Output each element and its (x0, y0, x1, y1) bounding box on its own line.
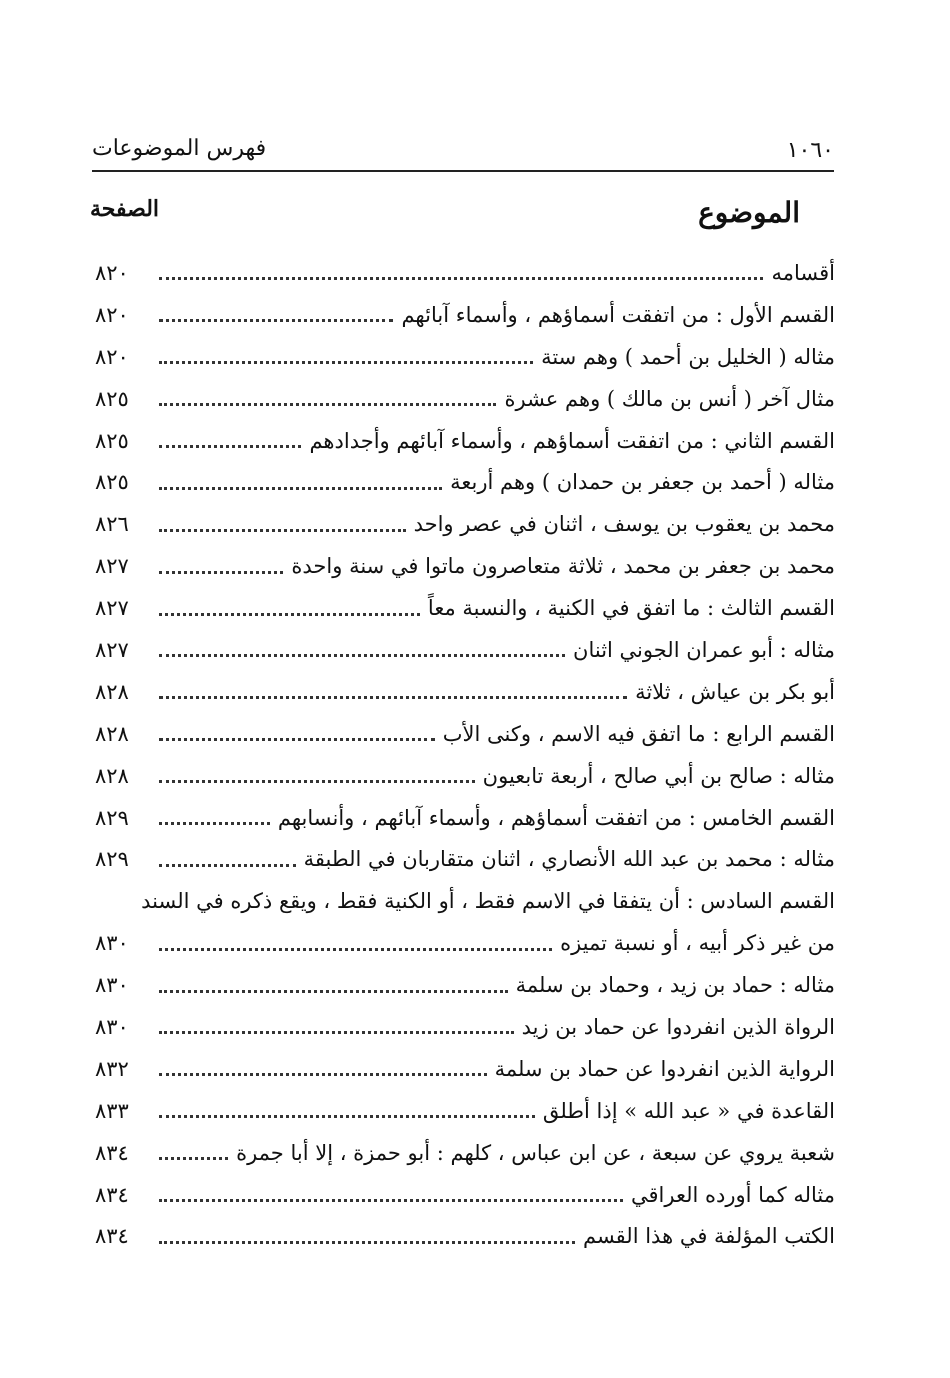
column-heading-topic: الموضوع (698, 196, 800, 229)
entry-title: من غير ذكر أبيه ، أو نسبة تميزه (560, 931, 835, 956)
entry-title: مثاله : حماد بن زيد ، وحماد بن سلمة (515, 973, 835, 998)
entry-page: ٨٢٥ (95, 470, 129, 495)
entry-page: ٨٣٤ (95, 1140, 129, 1165)
entry-page: ٨٢٦ (95, 512, 129, 537)
entry-page: ٨٢٠ (95, 260, 129, 285)
index-entry (95, 587, 835, 629)
entry-title: مثاله ( أحمد بن جعفر بن حمدان ) وهم أربعة (450, 470, 835, 495)
entry-page: ٨٣٠ (95, 1014, 129, 1039)
entry-title: مثال آخر ( أنس بن مالك ) وهم عشرة (504, 386, 835, 411)
index-entry (95, 294, 835, 336)
index-entry (95, 713, 835, 755)
entry-title: القسم الأول : من اتفقت أسماؤهم ، وأسماء آبائهم (401, 302, 835, 327)
entry-page: ٨٢٨ (95, 721, 129, 746)
entry-page: ٨٣٤ (95, 1182, 129, 1207)
dot-leader (159, 738, 435, 741)
entry-title: القسم الثاني : من اتفقت أسماؤهم ، وأسماء آبائهم وأجدادهم (309, 428, 835, 453)
dot-leader (159, 780, 475, 783)
index-entry (95, 252, 835, 294)
entry-title: محمد بن جعفر بن محمد ، ثلاثة متعاصرون ماتوا في سنة واحدة (291, 554, 835, 579)
index-entry (95, 880, 835, 922)
entry-page: ٨٣٣ (95, 1098, 129, 1123)
dot-leader (159, 990, 508, 993)
entry-page: ٨٢٧ (95, 596, 129, 621)
entry-title: الكتب المؤلفة في هذا القسم (582, 1224, 835, 1249)
entry-page: ٨٣٠ (95, 973, 129, 998)
index-entry (95, 1048, 835, 1090)
entry-title: القسم الخامس : من اتفقت أسماؤهم ، وأسماء آبائهم ، وأنسابهم (277, 805, 835, 830)
dot-leader (159, 1115, 535, 1118)
index-entry (95, 629, 835, 671)
running-title: فهرس الموضوعات (92, 136, 267, 161)
index-entry (95, 461, 835, 503)
dot-leader (159, 571, 283, 574)
index-entry (95, 378, 835, 420)
entry-page: ٨٣٤ (95, 1224, 129, 1249)
entry-title: القسم السادس : أن يتفقا في الاسم فقط ، أو الكنية فقط ، ويقع ذكره في السند (141, 889, 835, 914)
index-entry (95, 1132, 835, 1174)
dot-leader (159, 361, 533, 364)
entry-title: القاعدة في « عبد الله » إذا أطلق (542, 1098, 835, 1123)
running-header (92, 132, 834, 172)
index-entry (95, 420, 835, 462)
index-entry (95, 1215, 835, 1257)
dot-leader (159, 696, 627, 699)
entry-page: ٨٢٠ (95, 302, 129, 327)
entry-page: ٨٢٨ (95, 679, 129, 704)
dot-leader (159, 822, 270, 825)
dot-leader (159, 1241, 575, 1244)
index-entry (95, 336, 835, 378)
entry-title: مثاله ( الخليل بن أحمد ) وهم ستة (541, 344, 835, 369)
entry-title: مثاله كما أورده العراقي (630, 1182, 835, 1207)
column-heading-page: الصفحة (90, 196, 160, 222)
dot-leader (159, 445, 301, 448)
index-entry (95, 838, 835, 880)
entry-title: أقسامه (771, 260, 835, 285)
dot-leader (159, 864, 296, 867)
entry-page: ٨٢٧ (95, 637, 129, 662)
entry-title: الرواة الذين انفردوا عن حماد بن زيد (521, 1014, 835, 1039)
index-entries (95, 252, 835, 1257)
entry-page: ٨٢٩ (95, 805, 129, 830)
index-entry (95, 503, 835, 545)
entry-title: شعبة يروي عن سبعة ، عن ابن عباس ، كلهم : أبو حمزة ، إلا أبا جمرة (236, 1140, 835, 1165)
entry-page: ٨٢٥ (95, 386, 129, 411)
dot-leader (159, 1073, 487, 1076)
dot-leader (159, 319, 393, 322)
entry-page: ٨٢٥ (95, 428, 129, 453)
dot-leader (159, 1199, 623, 1202)
entry-page: ٨٣٢ (95, 1056, 129, 1081)
dot-leader (159, 403, 496, 406)
index-entry (95, 922, 835, 964)
index-entry (95, 1006, 835, 1048)
dot-leader (159, 277, 763, 280)
index-entry (95, 1174, 835, 1216)
entry-title: الرواية الذين انفردوا عن حماد بن سلمة (494, 1056, 835, 1081)
header-rule (92, 170, 834, 172)
index-entry (95, 1090, 835, 1132)
entry-page: ٨٢٠ (95, 344, 129, 369)
dot-leader (159, 529, 406, 532)
entry-title: القسم الرابع : ما اتفق فيه الاسم ، وكنى الأب (442, 721, 835, 746)
dot-leader (159, 613, 420, 616)
entry-page: ٨٢٩ (95, 847, 129, 872)
dot-leader (159, 487, 442, 490)
entry-title: أبو بكر بن عياش ، ثلاثة (635, 679, 835, 704)
entry-title: مثاله : صالح بن أبي صالح ، أربعة تابعيون (482, 763, 835, 788)
entry-title: مثاله : أبو عمران الجوني اثنان (573, 637, 835, 662)
entry-title: محمد بن يعقوب بن يوسف ، اثنان في عصر واحد (413, 512, 835, 537)
entry-page: ٨٣٠ (95, 931, 129, 956)
index-entry (95, 755, 835, 797)
index-entry (95, 545, 835, 587)
entry-page: ٨٢٨ (95, 763, 129, 788)
index-entry (95, 964, 835, 1006)
index-entry (95, 797, 835, 839)
index-entry (95, 671, 835, 713)
entry-title: مثاله : محمد بن عبد الله الأنصاري ، اثنان متقاربان في الطبقة (303, 847, 835, 872)
dot-leader (159, 948, 552, 951)
dot-leader (159, 1031, 514, 1034)
entry-page: ٨٢٧ (95, 554, 129, 579)
page-number: ١٠٦٠ (786, 138, 834, 163)
dot-leader (159, 1157, 228, 1160)
entry-title: القسم الثالث : ما اتفق في الكنية ، والنسبة معاً (427, 596, 835, 621)
dot-leader (159, 654, 565, 657)
